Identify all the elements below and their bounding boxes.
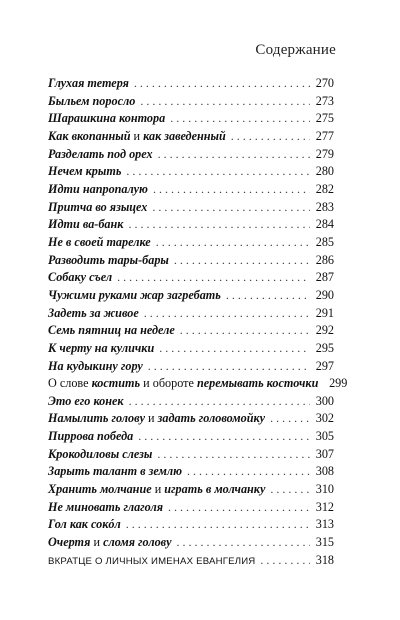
toc-entry-title: [48, 553, 255, 571]
toc-entry-title-part: как заведенный: [143, 128, 226, 143]
toc-entry: [48, 499, 334, 517]
toc-entry-page-number: 297: [315, 358, 334, 373]
dot-leader: [138, 428, 310, 446]
dot-leader: [117, 269, 310, 287]
running-head: Содержание: [255, 42, 336, 58]
toc-entry-page-number: 308: [315, 464, 334, 479]
toc-entry-title-part: Идти напропалую: [48, 181, 148, 196]
toc-entry-title: [48, 358, 143, 376]
toc-entry-title: [48, 322, 175, 340]
toc-entry-page-number: 302: [315, 411, 334, 426]
dot-leader: [226, 287, 310, 305]
toc-entry-title-part: и: [145, 411, 158, 426]
dot-leader: [177, 534, 310, 552]
dot-leader: [260, 552, 310, 570]
toc-entry-page-number: 286: [315, 252, 334, 267]
toc-entry-title-part: Идти ва-банк: [48, 217, 124, 232]
toc-entry-page-number: 312: [315, 499, 334, 514]
toc-entry: [48, 428, 334, 446]
dot-leader: [170, 110, 310, 128]
toc-entry-title: [48, 234, 151, 252]
toc-entry-page-number: 285: [315, 234, 334, 249]
toc-entry: [48, 305, 334, 323]
toc-entry: [48, 463, 334, 481]
toc-entry-page-number: 279: [315, 146, 334, 161]
toc-entry-title: [48, 181, 148, 199]
toc-entry-title: [48, 110, 165, 128]
toc-entry-title-part: Чужими руками жар загребать: [48, 287, 221, 302]
dot-leader: [148, 358, 310, 376]
dot-leader: [174, 252, 310, 270]
toc-entry-title: [48, 269, 112, 287]
toc-entry-title-part: Шарашкина контора: [48, 111, 166, 126]
toc-entry-title-part: Нечем крыть: [48, 164, 122, 179]
toc-entry-page-number: 315: [315, 535, 334, 550]
toc-entry-title-part: Как вкопанный: [48, 128, 131, 143]
toc-entry-page-number: 305: [315, 429, 334, 444]
toc-entry: [48, 375, 348, 393]
dot-leader: [126, 516, 310, 534]
toc-entry-title: [48, 252, 169, 270]
toc-entry: [48, 534, 334, 552]
dot-leader: [187, 463, 310, 481]
toc-entry-title-part: и: [151, 482, 165, 497]
toc-entry-title: [48, 499, 163, 517]
toc-entry-title-part: Хранить молчание: [48, 482, 152, 497]
toc-entry-title-part: и: [90, 535, 104, 550]
toc-entry-page-number: 290: [315, 287, 334, 302]
dot-leader: [152, 199, 310, 217]
toc-entry-title-part: задать головомойку: [157, 411, 266, 426]
toc-entry-title-part: Не в своей тарелке: [48, 234, 151, 249]
dot-leader: [153, 181, 310, 199]
toc-entry-title-part: перемывать косточки: [196, 376, 319, 391]
dot-leader: [144, 305, 310, 323]
toc-entry-title: [48, 93, 135, 111]
toc-entry-page-number: 277: [315, 128, 334, 143]
toc-entry-page-number: 310: [315, 482, 334, 497]
toc-entry-page-number: 307: [315, 446, 334, 461]
toc-entry: [48, 322, 334, 340]
toc-entry-title-part: Собаку съел: [48, 270, 113, 285]
toc-entry: [48, 410, 334, 428]
toc-entry-page-number: 299: [329, 376, 348, 391]
toc-entry-page-number: 300: [315, 393, 334, 408]
toc-entry-page-number: 318: [315, 552, 334, 567]
toc-entry: [48, 269, 334, 287]
toc-entry: [48, 481, 334, 499]
toc-entry-title-part: Не миновать глаголя: [48, 499, 163, 514]
toc-entry-page-number: 287: [315, 270, 334, 285]
toc-entry: [48, 393, 334, 411]
toc-entry-title-part: К черту на кулички: [48, 340, 155, 355]
dot-leader: [270, 410, 310, 428]
toc-entry-page-number: 270: [315, 76, 334, 90]
toc-entry-title-part: играть в молчанку: [164, 482, 266, 497]
toc-entry-title: [48, 128, 226, 146]
toc-entry-title-part: Семь пятниц на неделе: [48, 323, 175, 338]
toc-entry-title-part: Пиррова победа: [48, 429, 134, 444]
toc-entry-title-part: О слове: [48, 376, 92, 391]
toc-entry: [48, 75, 334, 93]
toc-entry-title: [48, 410, 265, 428]
toc-entry-title: [48, 534, 172, 552]
toc-entry-title: [48, 146, 153, 164]
toc-entry-title-part: Гол как сокóл: [48, 517, 121, 532]
toc-entry-title: [48, 481, 265, 499]
toc-entry-page-number: 275: [315, 111, 334, 126]
dot-leader: [231, 128, 310, 146]
dot-leader: [168, 499, 310, 517]
toc-entry: [48, 287, 334, 305]
toc-entry-page-number: 284: [315, 217, 334, 232]
toc-entry-title-part: и обороте: [140, 376, 197, 391]
toc-entry-title: [48, 163, 121, 181]
toc-entry-title: [48, 199, 147, 217]
toc-entry-page-number: 282: [315, 181, 334, 196]
dot-leader: [134, 75, 310, 93]
toc-entry-title-part: Глухая тетеря: [48, 76, 129, 90]
toc-entry-title-part: Задеть за живое: [48, 305, 139, 320]
toc-entry-title-part: Намылить голову: [48, 411, 145, 426]
dot-leader: [270, 481, 310, 499]
table-of-contents: [48, 75, 348, 569]
toc-entry-title-part: сломя голову: [103, 535, 172, 550]
toc-entry-page-number: 280: [315, 164, 334, 179]
toc-entry-title: [48, 216, 123, 234]
toc-entry-title-part: Разводить тары-бары: [48, 252, 169, 267]
toc-entry-page-number: 283: [315, 199, 334, 214]
toc-entry-title: [48, 393, 124, 411]
dot-leader: [159, 340, 310, 358]
toc-entry: [48, 163, 334, 181]
toc-entry-title: [48, 287, 221, 305]
toc-entry-page-number: 291: [315, 305, 334, 320]
dot-leader: [126, 163, 310, 181]
toc-entry-page-number: 292: [315, 323, 334, 338]
toc-entry: [48, 199, 334, 217]
toc-entry: [48, 181, 334, 199]
toc-entry-title: [48, 516, 121, 534]
toc-entry: [48, 234, 334, 252]
toc-entry-page-number: 295: [315, 340, 334, 355]
toc-entry-title-part: Быльем поросло: [48, 93, 136, 108]
toc-entry-title: [48, 463, 182, 481]
toc-entry: [48, 358, 334, 376]
toc-entry: [48, 516, 334, 534]
toc-entry-title-part: костить: [91, 376, 141, 391]
dot-leader: [128, 216, 310, 234]
toc-entry: [48, 252, 334, 270]
toc-entry-title: [48, 75, 129, 93]
toc-entry-page-number: 273: [315, 93, 334, 108]
toc-entry-title-part: Зарыть талант в землю: [48, 464, 183, 479]
toc-entry: [48, 93, 334, 111]
toc-entry: [48, 552, 334, 570]
dot-leader: [140, 93, 310, 111]
dot-leader: [156, 234, 310, 252]
toc-entry-title-part: Очертя: [48, 535, 91, 550]
toc-entry: [48, 446, 334, 464]
dot-leader: [157, 446, 310, 464]
toc-entry-title-part: Притча во языцех: [48, 199, 148, 214]
toc-entry-title-part: Разделать под орех: [48, 146, 153, 161]
dot-leader: [129, 393, 310, 411]
toc-entry: [48, 128, 334, 146]
toc-entry-title-part: Крокодиловы слезы: [48, 446, 153, 461]
toc-entry: [48, 216, 334, 234]
toc-entry-title: [48, 428, 133, 446]
toc-entry-title: [48, 340, 154, 358]
toc-entry: [48, 340, 334, 358]
toc-entry-title-part: Это его конек: [48, 393, 124, 408]
toc-entry: [48, 110, 334, 128]
toc-entry-title: [48, 375, 318, 393]
toc-entry-title: [48, 446, 152, 464]
toc-entry-title-part: и: [130, 128, 144, 143]
toc-entry-title: [48, 305, 139, 323]
dot-leader: [180, 322, 310, 340]
toc-entry-title-part: На кудыкину гору: [48, 358, 143, 373]
toc-entry-title-part: ВКРАТЦЕ О ЛИЧНЫХ ИМЕНАХ ЕВАНГЕЛИЯ: [48, 555, 256, 567]
toc-entry: [48, 146, 334, 164]
toc-entry-page-number: 313: [315, 517, 334, 532]
dot-leader: [158, 146, 310, 164]
